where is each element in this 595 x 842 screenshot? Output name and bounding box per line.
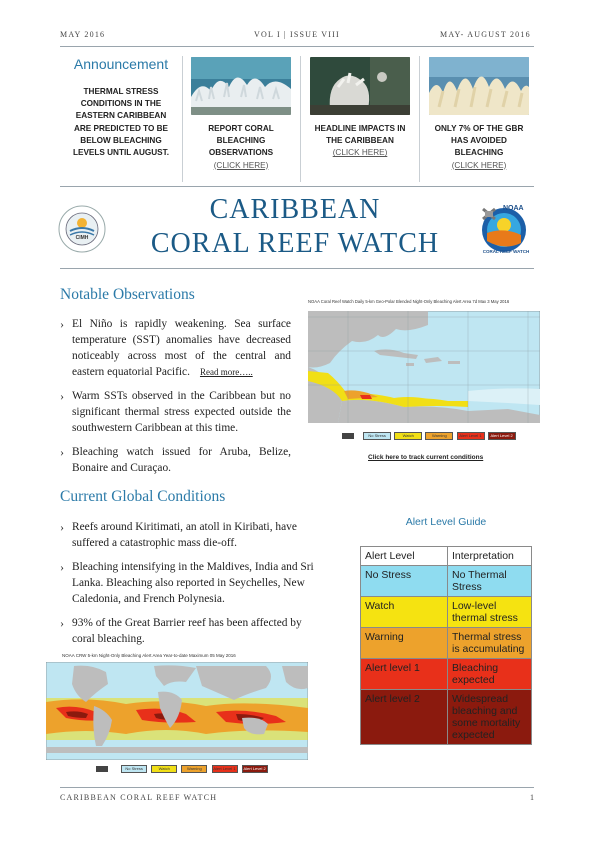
list-item	[60, 615, 316, 647]
coral-impact-photo[interactable]	[310, 57, 410, 115]
caribbean-map-graphic	[308, 311, 540, 423]
bullet-text: Bleaching watch issued for Aruba, Belize, Bonaire and Curaçao.	[72, 446, 291, 474]
bullet-text: El Niño is rapidly weakening. Sea surface temperature (SST) anomalies have decreased noticeably across most of the central and eastern equatorial Pacific.	[72, 318, 291, 378]
track-conditions-link[interactable]: Click here to track current conditions	[368, 454, 484, 461]
notable-heading: Notable Observations	[60, 286, 195, 303]
legend-warning: Warning	[425, 432, 453, 440]
table-header-row	[361, 547, 532, 566]
map-legend	[342, 432, 516, 440]
legend-warning: Warning	[181, 765, 207, 773]
feature-caption: ONLY 7% OF THE GBR HAS AVOIDED BLEACHING	[434, 124, 524, 158]
legend-swatch	[342, 433, 354, 439]
table-row	[361, 628, 532, 659]
bullet-text: Reefs around Kiritimati, an atoll in Kiribati, have suffered a catastrophic mass die-off.	[72, 521, 297, 549]
cimh-logo	[58, 205, 106, 253]
legend-watch: Watch	[394, 432, 422, 440]
bullet-text: 93% of the Great Barrier reef has been affected by coral bleaching.	[72, 617, 302, 645]
legend-alert2: Alert Level 2	[243, 766, 266, 771]
noaa-label: NOAA	[503, 205, 524, 212]
noaa-crw-logo	[475, 199, 533, 257]
divider	[419, 56, 420, 182]
header-rule	[60, 46, 534, 47]
legend-alert1: Alert Level 1	[213, 766, 236, 771]
bullet-text: Warm SSTs observed in the Caribbean but no significant thermal stress expected outside the southwestern Caribbean at this time.	[72, 390, 291, 434]
masthead-line2: CORAL REEF WATCH	[150, 228, 440, 259]
legend-watch: Watch	[151, 765, 177, 773]
alert-level: Alert level 1	[361, 659, 448, 690]
table-header: Interpretation	[448, 547, 532, 566]
announcement-title: Announcement	[73, 56, 169, 72]
global-list	[60, 519, 316, 655]
feature-report-bleaching[interactable]	[190, 123, 292, 172]
bleached-coral-photo-2[interactable]	[429, 57, 529, 115]
list-item	[60, 316, 291, 380]
masthead-line1: CARIBBEAN	[209, 194, 381, 225]
crw-ring-label: CORAL REEF WATCH	[482, 249, 530, 254]
header-issue: VOL I | ISSUE VIII	[254, 30, 340, 39]
click-here-link[interactable]: (CLICK HERE)	[332, 148, 388, 158]
click-here-link[interactable]: (CLICK HERE)	[213, 160, 269, 170]
legend-alert2: Alert Level 2	[488, 432, 516, 440]
alert-level: Alert level 2	[361, 690, 448, 745]
divider	[182, 56, 183, 182]
feature-gbr[interactable]	[426, 123, 532, 172]
alert-guide-title: Alert Level Guide	[405, 516, 487, 528]
feature-caption: REPORT CORAL BLEACHING OBSERVATIONS	[208, 124, 274, 158]
table-row	[361, 659, 532, 690]
caribbean-alert-map[interactable]	[308, 299, 542, 449]
list-item	[60, 519, 316, 551]
global-map-graphic	[46, 662, 308, 760]
alert-level: Watch	[361, 597, 448, 628]
table-row	[361, 597, 532, 628]
page-number: 1	[530, 793, 536, 802]
bullet-text: Bleaching intensifying in the Maldives, India and Sri Lanka. Bleaching also reported in Seychelles, New Caledonia, and French Polynesia.	[72, 561, 314, 605]
legend-no-stress: No Stress	[121, 765, 147, 773]
alert-level: Warning	[361, 628, 448, 659]
read-more-link[interactable]: Read more…..	[199, 367, 253, 377]
alert-guide-table	[360, 546, 532, 745]
footer-label: CARIBBEAN CORAL REEF WATCH	[60, 793, 218, 802]
legend-no-stress: No Stress	[363, 432, 391, 440]
announcement-body: THERMAL STRESS CONDITIONS IN THE EASTERN CARIBBEAN ARE PREDICTED TO BE BELOW BLEACHING LEVELS UNTIL AUGUST.	[73, 87, 169, 158]
alert-meaning: Low-level thermal stress	[448, 597, 532, 628]
feature-caption: HEADLINE IMPACTS IN THE CARIBBEAN	[314, 124, 406, 146]
header-date: MAY 2016	[60, 30, 106, 39]
list-item	[60, 559, 316, 607]
header-range: MAY- AUGUST 2016	[440, 30, 531, 39]
list-item	[60, 444, 291, 476]
map-title: NOAA CRW 5-km Night-Only Bleaching Alert Area Year-to-date Maximum 05 May 2016	[62, 653, 236, 658]
alert-meaning: Thermal stress is accumulating	[448, 628, 532, 659]
table-row	[361, 690, 532, 745]
masthead-rule	[60, 268, 534, 269]
divider	[300, 56, 301, 182]
alert-meaning: Bleaching expected	[448, 659, 532, 690]
map-title: NOAA Coral Reef Watch Daily 5-km Geo-Polar Blended Night-Only Bleaching Alert Area 7d Max 3 May 2016	[308, 299, 510, 304]
table-header: Alert Level	[361, 547, 448, 566]
list-item	[60, 388, 291, 436]
alert-level: No Stress	[361, 566, 448, 597]
table-row	[361, 566, 532, 597]
legend-swatch	[96, 766, 108, 772]
click-here-link[interactable]: (CLICK HERE)	[451, 160, 507, 170]
cimh-label: CIMH	[75, 235, 89, 241]
global-heading: Current Global Conditions	[60, 488, 226, 505]
notable-list	[60, 316, 291, 484]
map-legend	[96, 765, 268, 773]
legend-alert1: Alert Level 1	[457, 432, 485, 440]
footer-rule	[60, 787, 534, 788]
announcement-rule	[60, 186, 534, 187]
feature-headline-impacts[interactable]	[309, 123, 411, 160]
global-alert-map[interactable]	[46, 653, 308, 777]
alert-meaning: No Thermal Stress	[448, 566, 532, 597]
alert-meaning: Widespread bleaching and some mortality expected	[448, 690, 532, 745]
bleached-coral-photo-1[interactable]	[191, 57, 291, 115]
